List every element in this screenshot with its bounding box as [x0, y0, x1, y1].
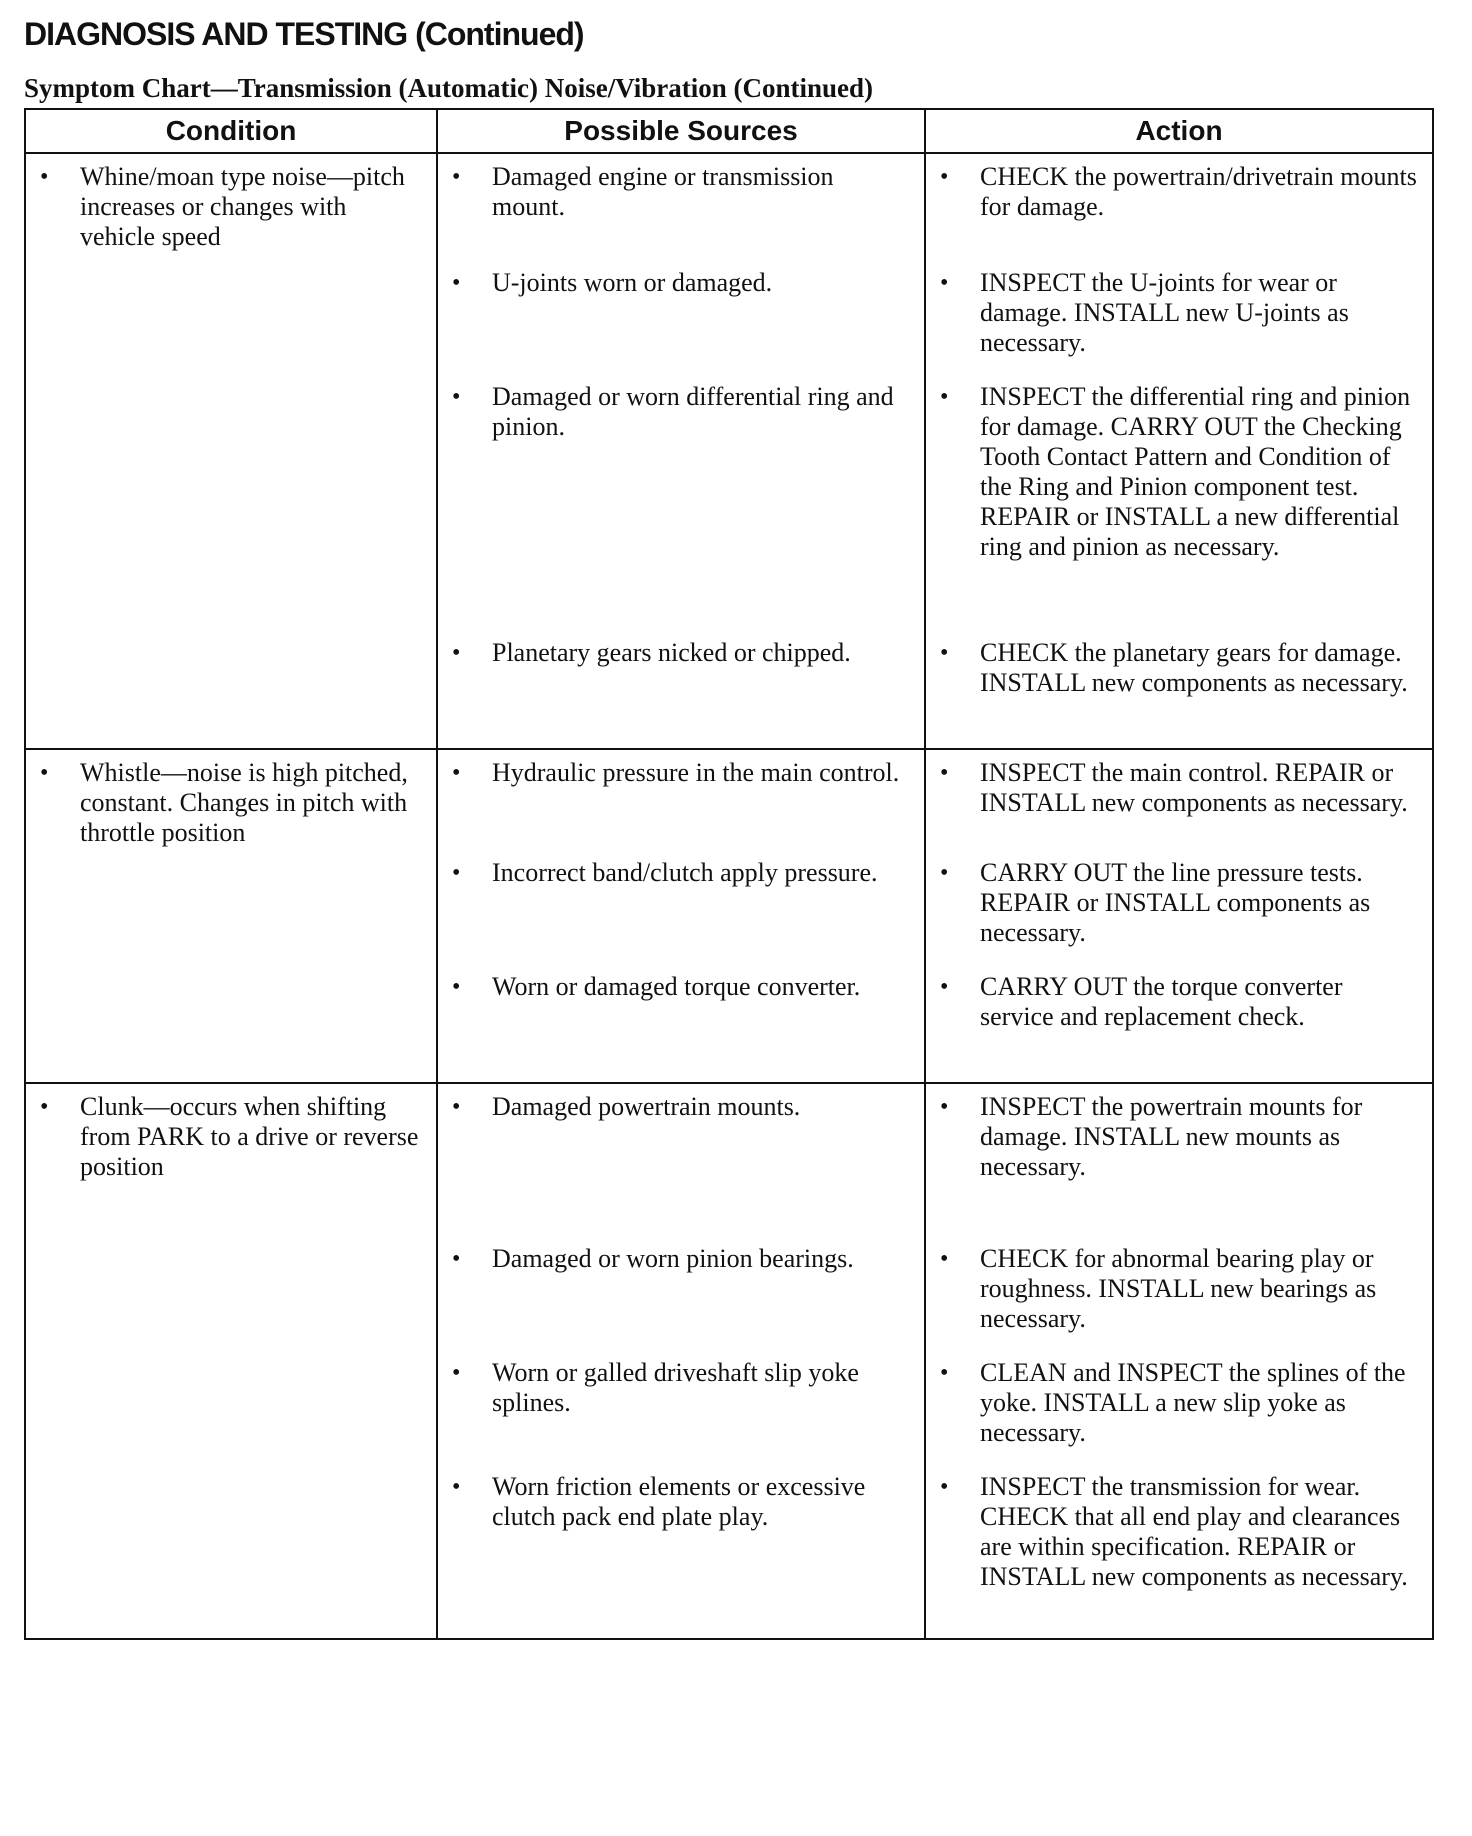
action-cell: [925, 630, 1433, 749]
condition-cell: [25, 749, 437, 1083]
action-text: INSPECT the U-joints for wear or damage. INSTALL new U-joints as necessary.: [980, 268, 1349, 357]
action-cell: [925, 1083, 1433, 1236]
source-text: Worn friction elements or excessive clutch pack end plate play.: [492, 1472, 866, 1531]
bullet-icon: •: [940, 384, 949, 410]
column-header-condition: Condition: [25, 109, 437, 153]
action-cell: [925, 1464, 1433, 1639]
action-text: CHECK for abnormal bearing play or roughness. INSTALL new bearings as necessary.: [980, 1244, 1377, 1333]
table-row: [25, 153, 1433, 260]
bullet-icon: •: [452, 1474, 461, 1500]
source-text: Worn or galled driveshaft slip yoke splines.: [492, 1358, 859, 1417]
document-page: [24, 14, 1444, 1640]
symptom-chart-table: [24, 108, 1434, 1640]
source-cell: [437, 1350, 925, 1464]
source-cell: [437, 260, 925, 374]
source-cell: [437, 964, 925, 1083]
bullet-icon: •: [40, 1094, 49, 1120]
source-text: Damaged or worn pinion bearings.: [492, 1244, 854, 1273]
bullet-icon: •: [940, 640, 949, 666]
bullet-icon: •: [40, 164, 49, 190]
source-cell: [437, 630, 925, 749]
chart-title: Symptom Chart—Transmission (Automatic) Noise/Vibration (Continued): [24, 73, 874, 103]
source-cell: [437, 1083, 925, 1236]
source-text: Damaged or worn differential ring and pinion.: [492, 382, 894, 441]
bullet-icon: •: [40, 760, 49, 786]
action-cell: [925, 1236, 1433, 1350]
bullet-icon: •: [940, 270, 949, 296]
bullet-icon: •: [940, 860, 949, 886]
action-cell: [925, 749, 1433, 850]
condition-text: Clunk—occurs when shifting from PARK to a drive or reverse position: [80, 1092, 419, 1181]
bullet-icon: •: [452, 164, 461, 190]
condition-cell: [25, 1083, 437, 1639]
bullet-icon: •: [940, 164, 949, 190]
action-text: INSPECT the powertrain mounts for damage. INSTALL new mounts as necessary.: [980, 1092, 1363, 1181]
table-row: [25, 1083, 1433, 1236]
action-cell: [925, 260, 1433, 374]
source-cell: [437, 850, 925, 964]
bullet-icon: •: [940, 1246, 949, 1272]
action-cell: [925, 964, 1433, 1083]
source-cell: [437, 1464, 925, 1639]
action-text: CARRY OUT the torque converter service and replacement check.: [980, 972, 1343, 1031]
action-text: CLEAN and INSPECT the splines of the yoke. INSTALL a new slip yoke as necessary.: [980, 1358, 1406, 1447]
bullet-icon: •: [452, 640, 461, 666]
bullet-icon: •: [452, 270, 461, 296]
section-heading: DIAGNOSIS AND TESTING (Continued): [24, 16, 584, 52]
source-text: Damaged powertrain mounts.: [492, 1092, 801, 1121]
table-row: [25, 749, 1433, 850]
column-header-possible-sources: Possible Sources: [437, 109, 925, 153]
source-text: Hydraulic pressure in the main control.: [492, 758, 900, 787]
action-text: CARRY OUT the line pressure tests. REPAIR or INSTALL components as necessary.: [980, 858, 1371, 947]
bullet-icon: •: [452, 1246, 461, 1272]
column-header-action: Action: [925, 109, 1433, 153]
bullet-icon: •: [452, 860, 461, 886]
bullet-icon: •: [940, 1474, 949, 1500]
condition-text: Whistle—noise is high pitched, constant. Changes in pitch with throttle position: [80, 758, 408, 847]
bullet-icon: •: [452, 1360, 461, 1386]
action-cell: [925, 850, 1433, 964]
bullet-icon: •: [940, 974, 949, 1000]
source-text: U-joints worn or damaged.: [492, 268, 773, 297]
action-cell: [925, 153, 1433, 260]
action-cell: [925, 1350, 1433, 1464]
source-text: Worn or damaged torque converter.: [492, 972, 861, 1001]
bullet-icon: •: [452, 384, 461, 410]
action-text: CHECK the planetary gears for damage. INSTALL new components as necessary.: [980, 638, 1408, 697]
source-text: Planetary gears nicked or chipped.: [492, 638, 851, 667]
source-cell: [437, 1236, 925, 1350]
action-text: INSPECT the differential ring and pinion for damage. CARRY OUT the Checking Tooth Contact Pattern and Condition of the Ring and Pinion component test. REPAIR or INSTALL a new differential ring and pinion as necessary.: [980, 382, 1411, 561]
bullet-icon: •: [452, 760, 461, 786]
bullet-icon: •: [940, 1360, 949, 1386]
condition-cell: [25, 153, 437, 749]
bullet-icon: •: [452, 1094, 461, 1120]
action-text: INSPECT the main control. REPAIR or INSTALL new components as necessary.: [980, 758, 1408, 817]
source-cell: [437, 153, 925, 260]
bullet-icon: •: [940, 760, 949, 786]
source-cell: [437, 749, 925, 850]
bullet-icon: •: [940, 1094, 949, 1120]
action-text: CHECK the powertrain/drivetrain mounts for damage.: [980, 162, 1417, 221]
action-cell: [925, 374, 1433, 630]
action-text: INSPECT the transmission for wear. CHECK that all end play and clearances are within specification. REPAIR or INSTALL new components as necessary.: [980, 1472, 1408, 1591]
source-text: Damaged engine or transmission mount.: [492, 162, 834, 221]
source-cell: [437, 374, 925, 630]
condition-text: Whine/moan type noise—pitch increases or changes with vehicle speed: [80, 162, 405, 251]
bullet-icon: •: [452, 974, 461, 1000]
source-text: Incorrect band/clutch apply pressure.: [492, 858, 878, 887]
table-header-row: [25, 109, 1433, 153]
